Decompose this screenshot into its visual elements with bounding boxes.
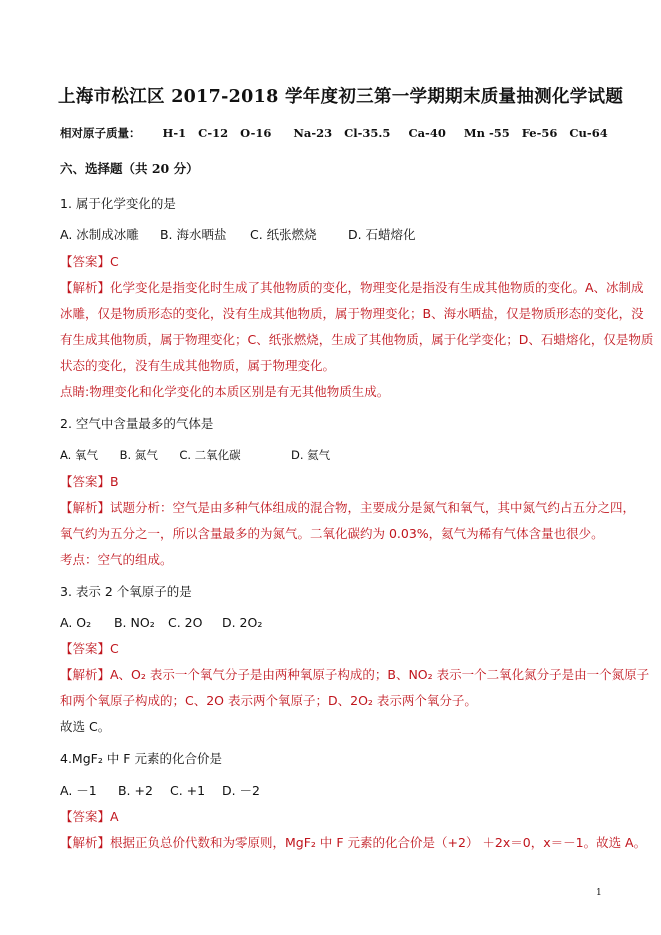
atomic-mass-item: Ca-40 (408, 126, 446, 140)
option-b: B. 海水晒盐 (159, 227, 227, 242)
analysis-note: 故选 C。 (60, 719, 111, 734)
option-b: B. NO₂ (113, 615, 155, 630)
atomic-mass-item: Mn -55 (463, 126, 510, 140)
answer-label: 【答案】A (60, 809, 119, 824)
analysis-line: 【解析】化学变化是指变化时生成了其他物质的变化，物理变化是指没有生成其他物质的变化。A、冰制成 (60, 280, 644, 295)
analysis-line: 和两个氧原子构成的；C、2O 表示两个氧原子；D、2O₂ 表示两个氧分子。 (60, 693, 477, 708)
analysis-line: 氧气约为五分之一，所以含量最多的为氮气。二氧化碳约为 0.03%，氦气为稀有气体含量也很少。 (60, 526, 604, 541)
option-a: A. O₂ (60, 615, 92, 630)
atomic-mass-item: Cu-64 (569, 126, 608, 140)
option-c: C. +1 (169, 783, 206, 798)
option-c: C. 2O (167, 615, 203, 630)
question-options (60, 226, 416, 244)
question-options (60, 614, 262, 632)
question-stem: 2. 空气中含量最多的气体是 (60, 416, 214, 431)
question-options (60, 782, 260, 800)
option-d: D. 石蜡熔化 (347, 227, 416, 242)
page-number: 1 (596, 888, 602, 898)
question-stem: 4.MgF₂ 中 F 元素的化合价是 (60, 751, 222, 766)
atomic-mass-line (60, 124, 608, 142)
answer-label: 【答案】B (60, 474, 119, 489)
option-d: D. 氦气 (290, 448, 331, 462)
option-c: C. 纸张燃烧 (249, 227, 317, 242)
page-title: 上海市松江区 2017-2018 学年度初三第一学期期末质量抽测化学试题 (58, 87, 624, 107)
atomic-mass-item: O-16 (240, 126, 272, 140)
analysis-note: 点睛:物理变化和化学变化的本质区别是有无其他物质生成。 (60, 384, 390, 399)
analysis-line: 状态的变化，没有生成其他物质，属于物理变化。 (60, 358, 336, 373)
atomic-mass-label: 相对原子质量： (60, 126, 141, 140)
option-d: D. 2O₂ (221, 615, 263, 630)
atomic-mass-item: Na-23 (293, 126, 333, 140)
option-c: C. 二氧化碳 (179, 448, 241, 462)
question-stem: 3. 表示 2 个氧原子的是 (60, 584, 192, 599)
option-a: A. 冰制成冰雕 (60, 227, 139, 242)
option-b: B. 氮气 (119, 448, 158, 462)
atomic-mass-item: C-12 (198, 126, 229, 140)
option-b: B. +2 (117, 783, 153, 798)
analysis-line: 冰雕，仅是物质形态的变化，没有生成其他物质，属于物理变化；B、海水晒盐，仅是物质形态的变化，没 (60, 306, 644, 321)
analysis-line: 【解析】根据正负总价代数和为零原则，MgF₂ 中 F 元素的化合价是（+2） ＋2x＝0，x＝－1。故选 A。 (60, 835, 647, 850)
option-a: A. －1 (60, 783, 97, 798)
section-heading: 六、选择题（共 20 分） (60, 161, 199, 176)
option-d: D. －2 (221, 783, 260, 798)
analysis-line: 【解析】试题分析：空气是由多种气体组成的混合物，主要成分是氮气和氧气，其中氮气约占五分之四， (60, 500, 636, 515)
atomic-mass-item: Fe-56 (521, 126, 558, 140)
answer-label: 【答案】C (60, 254, 119, 269)
analysis-line: 有生成其他物质，属于物理变化；C、纸张燃烧，生成了其他物质，属于化学变化；D、石蜡熔化，仅是物质 (60, 332, 654, 347)
question-options (60, 446, 330, 464)
analysis-note: 考点：空气的组成。 (60, 552, 173, 567)
answer-label: 【答案】C (60, 641, 119, 656)
question-stem: 1. 属于化学变化的是 (60, 196, 176, 211)
analysis-line: 【解析】A、O₂ 表示一个氧气分子是由两种氧原子构成的；B、NO₂ 表示一个二氧化氮分子是由一个氮原子 (60, 667, 650, 682)
atomic-mass-item: Cl-35.5 (344, 126, 391, 140)
atomic-mass-item: H-1 (162, 126, 187, 140)
option-a: A. 氧气 (60, 448, 98, 462)
